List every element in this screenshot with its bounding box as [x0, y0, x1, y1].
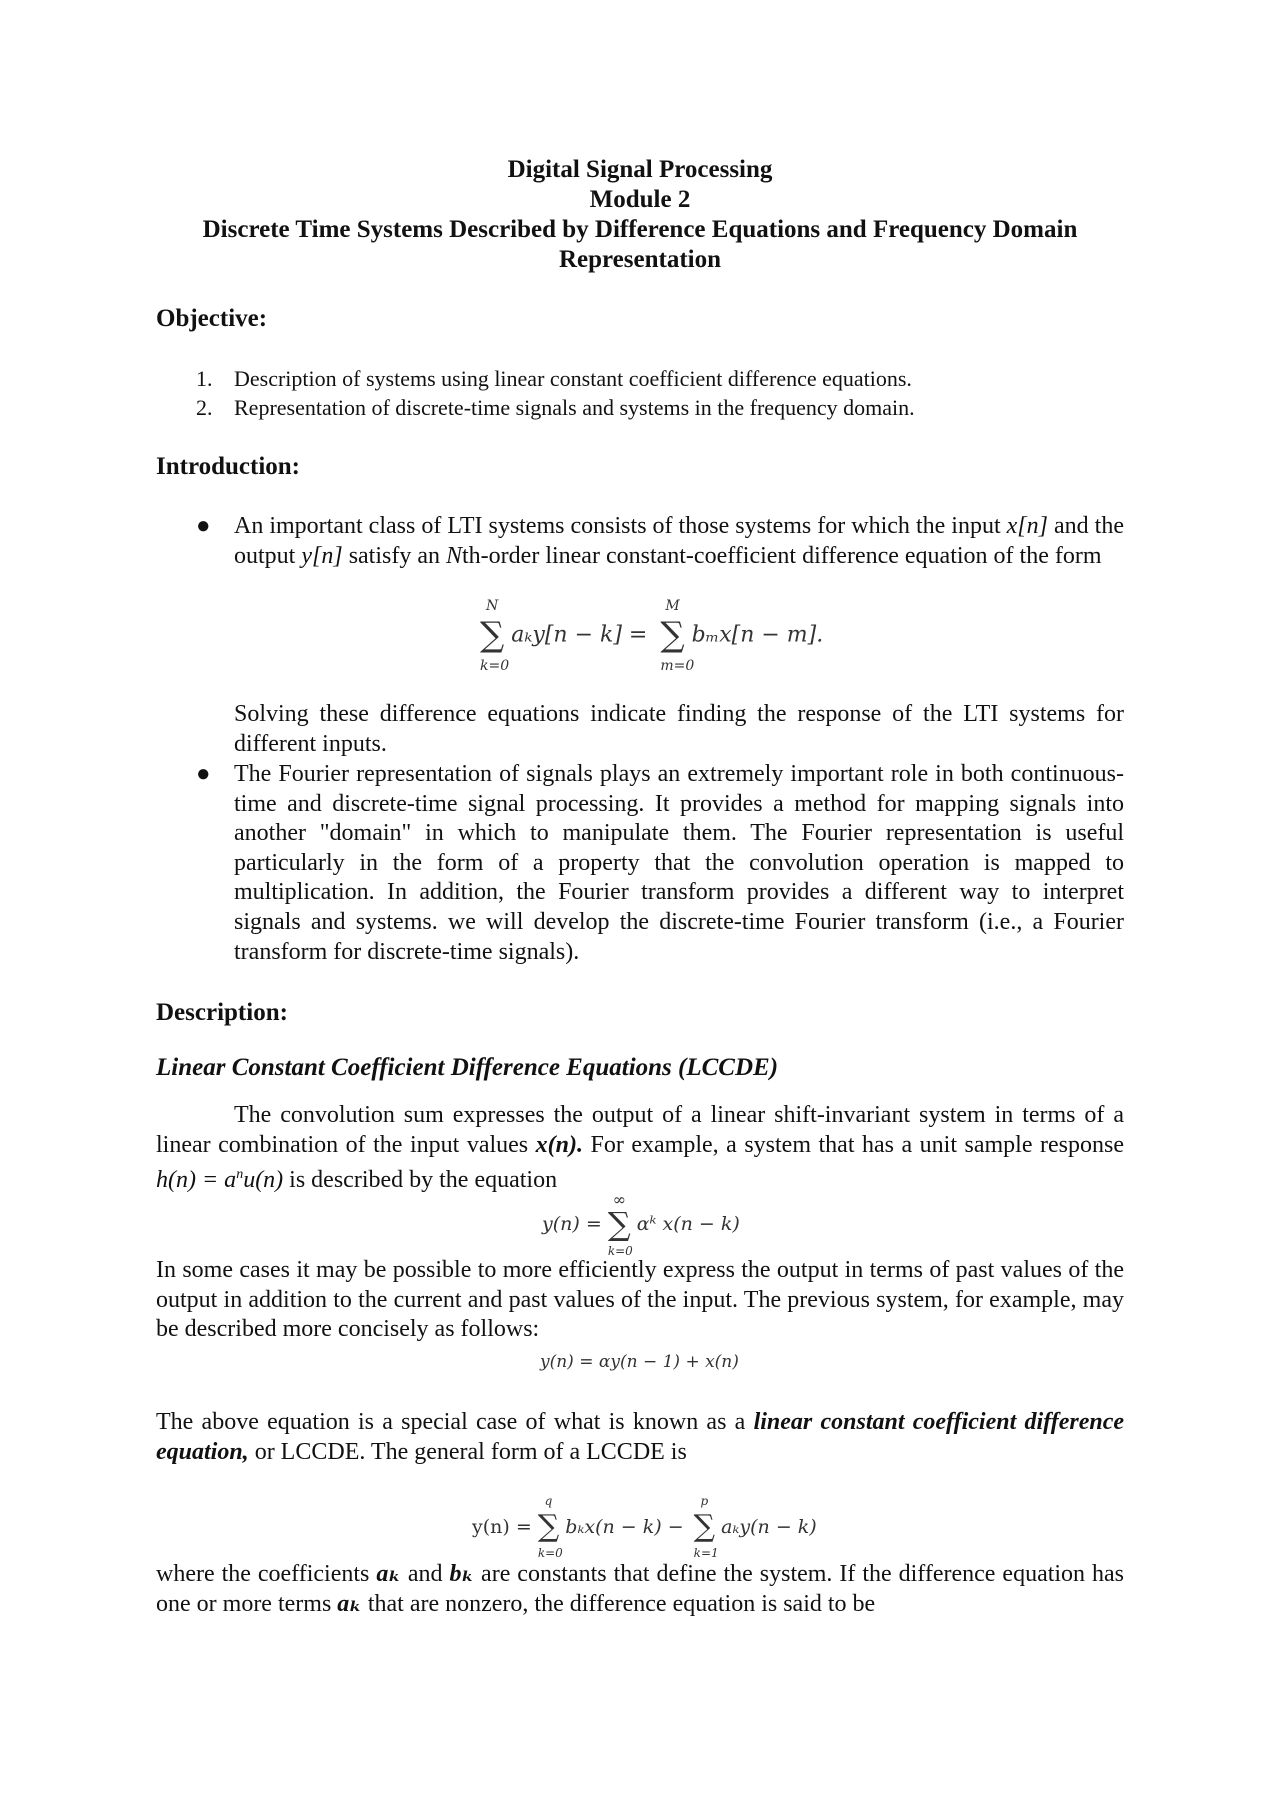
math-var: aₖ [337, 1590, 362, 1617]
text-run: An important class of LTI systems consists of those systems for which the input [234, 513, 1007, 539]
equation-term: aₖy(n − k) [721, 1516, 817, 1538]
objective-item-1 [196, 364, 915, 393]
sum-lower-limit: k=0 [537, 1546, 563, 1560]
math-expression: h(n) = a [156, 1167, 237, 1194]
objective-heading: Objective: [156, 305, 268, 332]
item-number: 1. [196, 366, 213, 391]
text-run: that are nonzero, the difference equation is said to be [361, 1590, 876, 1617]
description-paragraph-3 [156, 1408, 1124, 1467]
sum-upper-limit: N [486, 598, 499, 614]
math-exponent: n [236, 1167, 244, 1183]
introduction-heading: Introduction: [156, 453, 301, 480]
title-line-2: Module 2 [589, 186, 691, 213]
text-run: th-order linear constant-coefficient difference equation of the form [462, 542, 1102, 569]
math-var: x[n] [1006, 513, 1048, 539]
lccde-subheading: Linear Constant Coefficient Difference Equations (LCCDE) [156, 1054, 779, 1081]
intro-bullet-2: The Fourier representation of signals plays an extremely important role in both continuous-time and discrete-time signal processing. It provides a method for mapping signals into another "domain" in which to manipulate them. The Fourier representation is useful particularly in the form of a property that the convolution operation is mapped to multiplication. In addition, the Fourier transform provides a different way to interpret signals and systems. we will develop the discrete-time Fourier transform (i.e., a Fourier transform for discrete-time signals). [234, 761, 1124, 965]
math-var: N [446, 542, 463, 569]
title-line-1: Digital Signal Processing [507, 156, 773, 183]
text-run: or LCCDE. The general form of a LCCDE is [248, 1438, 687, 1465]
text-run: The convolution sum expresses the output of a linear shift-invariant system in terms of a linear combination of the input values [156, 1102, 1124, 1158]
math-var: y[n] [301, 542, 343, 569]
sigma-symbol: q ∑ k=0 [537, 1494, 563, 1560]
sigma-symbol: ∞ ∑ k=0 [607, 1190, 633, 1258]
document-title [156, 155, 1124, 275]
text-run: and the output [234, 513, 1124, 569]
description-heading: Description: [156, 999, 288, 1026]
sum-lower-limit: k=0 [480, 658, 510, 674]
sum-lower-limit: m=0 [660, 658, 695, 674]
sum-upper-limit: M [665, 598, 680, 614]
emphasis-term: linear constant coefficient difference equation, [156, 1409, 1124, 1465]
intro-bullet-1 [234, 512, 1124, 571]
math-var: x(n). [535, 1131, 583, 1158]
text-run: is described by the equation [283, 1167, 558, 1194]
item-number: 2. [196, 395, 213, 420]
title-line-3: Discrete Time Systems Described by Difference Equations and Frequency Domain [202, 216, 1078, 243]
bullet-icon: ● [196, 761, 211, 787]
math-var: aₖ [376, 1561, 401, 1587]
equation-term: bₘx[n − m]. [691, 622, 824, 648]
equation-term: αᵏ x(n − k) [636, 1213, 740, 1235]
sum-upper-limit: p [700, 1494, 709, 1508]
objective-list [196, 364, 915, 422]
item-text: Description of systems using linear constant coefficient difference equations. [234, 366, 912, 391]
sum-lower-limit: k=0 [607, 1244, 633, 1258]
sigma-symbol: N ∑ k=0 [480, 598, 510, 674]
math-var: bₖ [449, 1561, 475, 1587]
math-expression: u(n) [243, 1167, 284, 1194]
equation-term: y(n) = [542, 1213, 602, 1235]
sum-lower-limit: k=1 [693, 1546, 719, 1560]
title-line-4: Representation [558, 246, 722, 273]
equation-lccde-sum [472, 1494, 817, 1560]
bullet-icon: ● [196, 513, 211, 539]
text-run: and [400, 1561, 450, 1587]
equation-lccde-general-form [480, 598, 824, 674]
description-paragraph-2: In some cases it may be possible to more efficiently express the output in terms of past values of the output in addition to the current and past values of the input. The previous system, for example, may be described more concisely as follows: [156, 1257, 1124, 1343]
objective-item-2 [196, 393, 915, 422]
sigma-symbol: p ∑ k=1 [693, 1494, 719, 1560]
description-paragraph-4 [156, 1560, 1124, 1619]
equation-term: y(n) = [472, 1516, 532, 1538]
text-run: are constants that define the system. If the difference equation has one or more terms [156, 1561, 1125, 1617]
sum-upper-limit: ∞ [612, 1190, 626, 1209]
text-run: The above equation is a special case of what is known as a [156, 1409, 754, 1435]
text-run: where the coefficients [156, 1561, 377, 1587]
equation-term: aₖy[n − k] = [511, 622, 648, 648]
equation-convolution-sum [542, 1190, 740, 1258]
text-run: For example, a system that has a unit sample response [582, 1131, 1124, 1158]
equation-recursive-form: y(n) = αy(n − 1) + x(n) [540, 1352, 739, 1372]
sum-upper-limit: q [544, 1494, 553, 1508]
description-paragraph-1 [156, 1101, 1124, 1196]
sigma-symbol: M ∑ m=0 [660, 598, 695, 674]
equation-term: bₖx(n − k) − [565, 1516, 684, 1538]
item-text: Representation of discrete-time signals and systems in the frequency domain. [234, 395, 915, 420]
text-run: satisfy an [342, 542, 446, 569]
intro-bullet-1-continued: Solving these difference equations indicate finding the response of the LTI systems for different inputs. [234, 701, 1124, 757]
